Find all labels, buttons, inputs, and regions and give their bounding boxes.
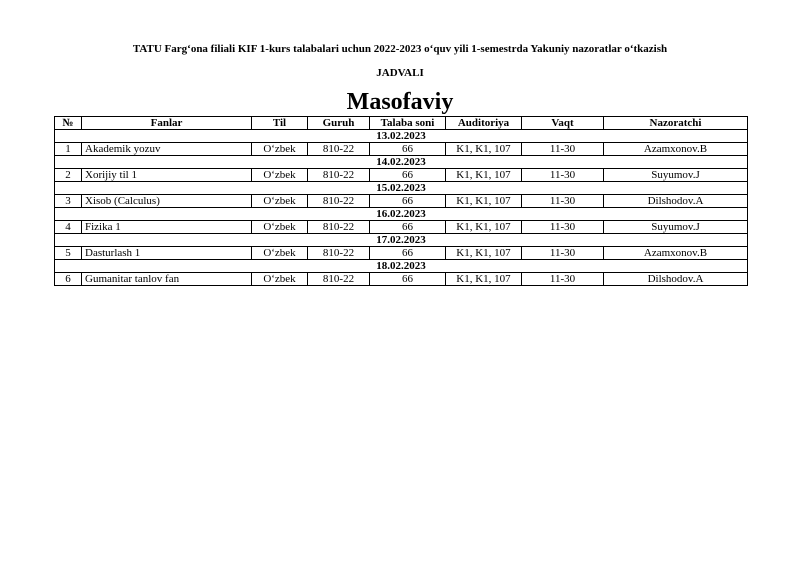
cell-subject: Xisob (Calculus)	[82, 195, 252, 208]
cell-time: 11-30	[522, 221, 604, 234]
cell-subject: Gumanitar tanlov fan	[82, 273, 252, 286]
header-supervisor: Nazoratchi	[604, 117, 748, 130]
cell-lang: O‘zbek	[252, 221, 308, 234]
cell-lang: O‘zbek	[252, 169, 308, 182]
table-row	[55, 195, 748, 208]
header-time: Vaqt	[522, 117, 604, 130]
cell-room: K1, K1, 107	[446, 169, 522, 182]
cell-num: 2	[55, 169, 82, 182]
table-header-row	[55, 117, 748, 130]
cell-supervisor: Azamxonov.B	[604, 247, 748, 260]
cell-group: 810-22	[308, 273, 370, 286]
cell-students: 66	[370, 195, 446, 208]
cell-group: 810-22	[308, 221, 370, 234]
document-title: TATU Farg‘ona filiali KIF 1-kurs talabalari uchun 2022-2023 o‘quv yili 1-semestrda Yakuniy nazoratlar o‘tkazish	[132, 43, 668, 55]
cell-supervisor: Dilshodov.A	[604, 273, 748, 286]
cell-supervisor: Suyumov.J	[604, 221, 748, 234]
table-row	[55, 247, 748, 260]
cell-students: 66	[370, 143, 446, 156]
header-lang: Til	[252, 117, 308, 130]
cell-time: 11-30	[522, 247, 604, 260]
exam-date: 18.02.2023	[55, 260, 748, 273]
cell-supervisor: Suyumov.J	[604, 169, 748, 182]
cell-group: 810-22	[308, 143, 370, 156]
exam-date: 16.02.2023	[55, 208, 748, 221]
cell-group: 810-22	[308, 169, 370, 182]
exam-date: 14.02.2023	[55, 156, 748, 169]
cell-room: K1, K1, 107	[446, 273, 522, 286]
table-row	[55, 273, 748, 286]
date-row	[55, 182, 748, 195]
exam-schedule-table	[54, 116, 748, 286]
header-students: Talaba soni	[370, 117, 446, 130]
date-row	[55, 130, 748, 143]
cell-room: K1, K1, 107	[446, 143, 522, 156]
table-row	[55, 169, 748, 182]
cell-lang: O‘zbek	[252, 247, 308, 260]
cell-time: 11-30	[522, 195, 604, 208]
exam-mode-heading: Masofaviy	[346, 89, 454, 115]
cell-supervisor: Dilshodov.A	[604, 195, 748, 208]
cell-group: 810-22	[308, 195, 370, 208]
exam-date: 17.02.2023	[55, 234, 748, 247]
cell-students: 66	[370, 273, 446, 286]
cell-num: 4	[55, 221, 82, 234]
header-group: Guruh	[308, 117, 370, 130]
date-row	[55, 156, 748, 169]
cell-lang: O‘zbek	[252, 273, 308, 286]
cell-subject: Dasturlash 1	[82, 247, 252, 260]
exam-date: 15.02.2023	[55, 182, 748, 195]
cell-subject: Fizika 1	[82, 221, 252, 234]
header-num: №	[55, 117, 82, 130]
cell-supervisor: Azamxonov.B	[604, 143, 748, 156]
cell-time: 11-30	[522, 143, 604, 156]
exam-date: 13.02.2023	[55, 130, 748, 143]
date-row	[55, 208, 748, 221]
cell-room: K1, K1, 107	[446, 221, 522, 234]
document-subtitle: JADVALI	[376, 67, 424, 79]
cell-room: K1, K1, 107	[446, 247, 522, 260]
cell-num: 1	[55, 143, 82, 156]
cell-subject: Xorijiy til 1	[82, 169, 252, 182]
cell-num: 5	[55, 247, 82, 260]
cell-time: 11-30	[522, 169, 604, 182]
cell-room: K1, K1, 107	[446, 195, 522, 208]
cell-num: 6	[55, 273, 82, 286]
cell-students: 66	[370, 221, 446, 234]
table-body	[55, 130, 748, 286]
cell-time: 11-30	[522, 273, 604, 286]
cell-students: 66	[370, 169, 446, 182]
cell-num: 3	[55, 195, 82, 208]
cell-group: 810-22	[308, 247, 370, 260]
table-row	[55, 221, 748, 234]
table-row	[55, 143, 748, 156]
header-room: Auditoriya	[446, 117, 522, 130]
date-row	[55, 234, 748, 247]
cell-lang: O‘zbek	[252, 195, 308, 208]
header-subject: Fanlar	[82, 117, 252, 130]
date-row	[55, 260, 748, 273]
cell-subject: Akademik yozuv	[82, 143, 252, 156]
cell-students: 66	[370, 247, 446, 260]
cell-lang: O‘zbek	[252, 143, 308, 156]
